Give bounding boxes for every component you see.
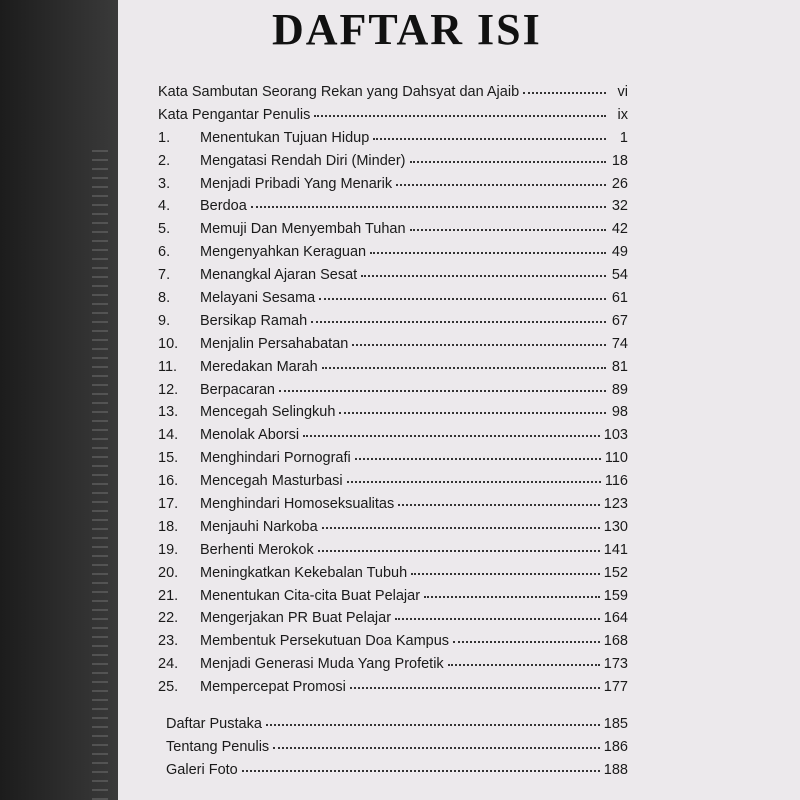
page-number: 103: [603, 427, 628, 444]
entry-title: Berpacaran: [200, 381, 275, 398]
entry-title: Memuji Dan Menyembah Tuhan: [200, 221, 406, 238]
dot-leader: [448, 650, 600, 666]
dot-leader: [266, 710, 600, 726]
chapter-number: 16.: [158, 473, 179, 490]
chapter-number: 19.: [158, 541, 179, 558]
page-number: 130: [603, 518, 628, 535]
back-matter: [158, 712, 628, 781]
page-number: vi: [617, 84, 628, 100]
entry-title: Mengatasi Rendah Diri (Minder): [200, 152, 406, 169]
page-number: 18: [611, 152, 628, 169]
entry-title: Menjadi Pribadi Yang Menarik: [200, 175, 393, 192]
chapter-number: 4.: [158, 198, 171, 215]
chapter-number: 9.: [158, 312, 171, 329]
chapter-number: 23.: [158, 633, 179, 650]
chapter-number: 3.: [158, 175, 171, 192]
dot-leader: [314, 101, 606, 117]
page-number: 110: [604, 450, 628, 467]
chapter-number: 5.: [158, 221, 171, 238]
entry-title: Galeri Foto: [166, 761, 238, 778]
page-number: 159: [603, 587, 628, 604]
page-number: 185: [603, 716, 628, 733]
dot-leader: [373, 124, 606, 140]
page-number: 116: [604, 473, 628, 490]
page-number: 81: [611, 358, 628, 375]
dot-leader: [395, 604, 600, 620]
entry-title: Menentukan Cita-cita Buat Pelajar: [200, 587, 421, 604]
dot-leader: [319, 284, 606, 300]
page-number: 54: [611, 267, 628, 284]
page-number: 123: [603, 496, 628, 513]
page-number: 49: [611, 244, 628, 261]
front-matter: [158, 80, 628, 126]
entry-title: Bersikap Ramah: [200, 312, 308, 329]
dot-leader: [355, 444, 601, 460]
entry-title: Menjauhi Narkoba: [200, 518, 318, 535]
chapter-number: 12.: [158, 381, 179, 398]
toc-entry: [158, 217, 628, 240]
toc-entry: [158, 538, 628, 561]
chapter-number: 24.: [158, 656, 179, 673]
entry-title: Membentuk Persekutuan Doa Kampus: [200, 633, 450, 650]
dot-leader: [322, 513, 600, 529]
toc-entry: [158, 758, 628, 781]
page-number: 98: [611, 404, 628, 421]
entry-title: Mencegah Masturbasi: [200, 473, 343, 490]
entry-title: Mengenyahkan Keraguan: [200, 244, 367, 261]
page-number: 67: [611, 312, 628, 329]
toc-entry: [158, 286, 628, 309]
page-number: 186: [603, 738, 628, 755]
toc-entry: [158, 606, 628, 629]
dot-leader: [370, 238, 606, 254]
toc-entry: [158, 80, 628, 103]
toc-entry: [158, 446, 628, 469]
dot-leader: [318, 536, 600, 552]
page-title: DAFTAR ISI: [272, 5, 542, 54]
entry-title: Melayani Sesama: [200, 290, 316, 307]
entry-title: Kata Pengantar Penulis: [158, 106, 311, 123]
dot-leader: [311, 307, 606, 323]
dot-leader: [398, 490, 600, 506]
page-number: 61: [611, 290, 628, 307]
entry-title: Meredakan Marah: [200, 358, 318, 375]
dot-leader: [410, 215, 606, 231]
entry-title: Meningkatkan Kekebalan Tubuh: [200, 564, 408, 581]
toc-entry: [158, 712, 628, 735]
toc-entry: [158, 332, 628, 355]
spiral-binding: [92, 150, 108, 800]
chapter-number: 21.: [158, 587, 179, 604]
page-number: 74: [611, 335, 628, 352]
page-number: 42: [611, 221, 628, 238]
entry-title: Tentang Penulis: [166, 738, 270, 755]
dot-leader: [242, 756, 600, 772]
chapter-number: 2.: [158, 152, 171, 169]
page-number: 1: [619, 129, 628, 146]
dot-leader: [424, 582, 600, 598]
toc-entry: [158, 355, 628, 378]
toc-entry: [158, 629, 628, 652]
page-number: 89: [611, 381, 628, 398]
entry-title: Berhenti Merokok: [200, 541, 314, 558]
chapter-number: 7.: [158, 267, 171, 284]
page-number: 177: [603, 679, 628, 696]
chapter-number: 10.: [158, 335, 179, 352]
dot-leader: [411, 559, 600, 575]
entry-title: Menghindari Homoseksualitas: [200, 496, 395, 513]
chapter-number: 22.: [158, 610, 179, 627]
toc-entry: [158, 515, 628, 538]
page-number: ix: [617, 106, 628, 123]
table-of-contents: [158, 80, 628, 781]
chapter-number: 13.: [158, 404, 179, 421]
toc-entry: [158, 103, 628, 126]
page-number: 188: [603, 761, 628, 778]
page-number: 26: [611, 175, 628, 192]
chapter-number: 1.: [158, 129, 171, 146]
page-number: 152: [603, 564, 628, 581]
toc-entry: [158, 172, 628, 195]
page-number: 164: [603, 610, 628, 627]
toc-entry: [158, 149, 628, 172]
entry-title: Mengerjakan PR Buat Pelajar: [200, 610, 392, 627]
toc-entry: [158, 675, 628, 698]
chapter-list: [158, 126, 628, 698]
entry-title: Menangkal Ajaran Sesat: [200, 267, 358, 284]
toc-entry: [158, 652, 628, 675]
dot-leader: [251, 192, 606, 208]
chapter-number: 15.: [158, 450, 179, 467]
page-number: 141: [603, 541, 628, 558]
dot-leader: [339, 398, 606, 414]
toc-entry: [158, 194, 628, 217]
dot-leader: [410, 147, 607, 163]
chapter-number: 25.: [158, 679, 179, 696]
dot-leader: [273, 733, 600, 749]
entry-title: Mencegah Selingkuh: [200, 404, 336, 421]
chapter-number: 11.: [158, 358, 178, 375]
toc-entry: [158, 309, 628, 332]
dot-leader: [350, 673, 600, 689]
entry-title: Daftar Pustaka: [166, 716, 262, 733]
toc-entry: [158, 492, 628, 515]
chapter-number: 8.: [158, 290, 171, 307]
entry-title: Kata Sambutan Seorang Rekan yang Dahsyat dan Ajaib: [158, 84, 520, 100]
toc-entry: [158, 423, 628, 446]
dot-leader: [279, 376, 606, 392]
entry-title: Menolak Aborsi: [200, 427, 300, 444]
dot-leader: [352, 330, 606, 346]
toc-entry: [158, 584, 628, 607]
toc-entry: [158, 400, 628, 423]
page-number: 173: [603, 656, 628, 673]
entry-title: Berdoa: [200, 198, 247, 215]
entry-title: Menjalin Persahabatan: [200, 335, 349, 352]
chapter-number: 18.: [158, 518, 179, 535]
chapter-number: 17.: [158, 496, 179, 513]
entry-title: Menjadi Generasi Muda Yang Profetik: [200, 656, 444, 673]
entry-title: Mempercepat Promosi: [200, 679, 346, 696]
page-number: 168: [603, 633, 628, 650]
toc-entry: [158, 561, 628, 584]
chapter-number: 6.: [158, 244, 171, 261]
chapter-number: 14.: [158, 427, 179, 444]
dot-leader: [453, 627, 600, 643]
dot-leader: [347, 467, 601, 483]
toc-entry: [158, 240, 628, 263]
chapter-number: 20.: [158, 564, 179, 581]
dot-leader: [322, 353, 606, 369]
toc-entry: [158, 735, 628, 758]
page-number: 32: [611, 198, 628, 215]
dot-leader: [396, 170, 606, 186]
dot-leader: [303, 421, 600, 437]
dot-leader: [523, 78, 606, 94]
toc-entry: [158, 126, 628, 149]
entry-title: Menghindari Pornografi: [200, 450, 351, 467]
entry-title: Menentukan Tujuan Hidup: [200, 129, 370, 146]
toc-entry: [158, 378, 628, 401]
toc-entry: [158, 469, 628, 492]
dot-leader: [361, 261, 606, 277]
toc-entry: [158, 263, 628, 286]
